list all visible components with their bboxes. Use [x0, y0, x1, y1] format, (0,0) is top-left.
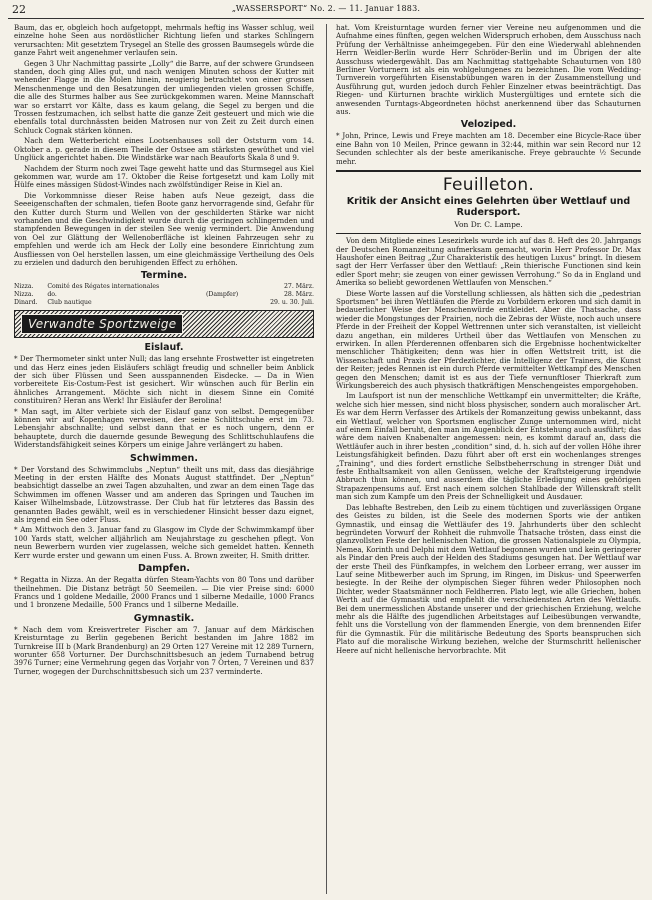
termine-detail [206, 299, 252, 307]
article-paragraph: * Am Mittwoch den 3. Januar fand zu Glasgow im Clyde der Schwimmkampf über 100 Yards statt, welcher alljährlich am Neujahrstage zu geschehen pflegt. Von neun Bewerbern wurden vier zugelassen, welche sich gemeldet hatten. Kenneth Kerr wurde erster und gewann um einen Fuss. A. Brown zweiter, H. Smith dritter. [14, 525, 314, 560]
running-title: „WASSERSPORT“ No. 2. — 11. Januar 1883. [231, 4, 421, 13]
article-paragraph: hat. Vom Kreisturntage wurden ferner vier Vereine neu aufgenommen und die Aufnahme eines fünften, gegen welchen Widerspruch erhoben, dem Ausschuss nach Prüfung der Verhältnisse anheimgegeben. Für den eine Wiederwahl ablehnenden Herrn Weidler-Berlin wurde Herr Schröder-Berlin und im Übrigen der alte Ausschuss wiedergewählt. Das am Nachmittag stattgehabte Schauturnen von 180 Berliner Vorturnern ist als ein wohlgelungenes zu bezeichnen. Die vom Wedding-Turnverein vorgeführten Eisenstabübungen waren in der Zusammenstellung und Ausführung gut, wurden jedoch durch Fehler Einzelner etwas beeinträchtigt. Das Riegen- und Kürturnen brachte wirklich Mustergültiges und erntete sich die anwesenden Turntags-Abgeordneten höchst anerkennend über das Schauturnen aus. [336, 24, 641, 117]
termine-row [14, 299, 314, 307]
feuilleton-paragraph: Im Laufsport ist nun der menschliche Wettkampf ein unvermittelter; die Kräfte, welche sich hier messen, sind nicht bloss physischer, sondern auch moralischer Art. Es war dem Herrn Verfasser des Artikels der Romanzeitung gewiss unbekannt, dass ein Wettlauf, welcher von Sportsmen englischer Zunge unternommen wird, nicht auf einem Einfall beruht, den man im Augenblick der Entstehung auch ausführt; das wäre dem naiven Knabenalter angemessen: nein, es kommt darauf an, dass die Wettläufer auch in ihrer besten „condition“ sind, d. h. sich auf der vollen Höhe ihrer Leistungsfähigkeit befinden. Dazu führt aber oft erst ein wochenlanges strenges „Training“, und dies fordert ernstliche Selbstbeherrschung in strenger Diät und feste Enthaltsamkeit von allen Genüssen, welche der Kraftsteigerung irgendwie Abbruch thun können, und ausserdem die tägliche Erledigung eines gehörigen Strapazenpensums auf. Erst nach einem solchen Stahlbade der Willenskraft stellt man sich zum Kampfe um den Preis der Schnelligkeit und Ausdauer. [336, 391, 641, 502]
article-paragraph: Nach dem Wetterbericht eines Lootsenhauses soll der Oststurm vom 14. Oktober a. p. gerade in diesem Theile der Ostsee am stärksten gewüthet und viel Unglück angerichtet haben. Die Windstärke war nach Beauforts Skala 8 und 9. [14, 136, 314, 163]
feuilleton-paragraph: Diese Worte lassen auf die Vorstellung schliessen, als hätten sich die „pedestrian Sportsmen“ bei ihren Wettläufen die Pferde zu Vorbildern erkoren und sich damit in bedauerlicher Weise der Menschenwürde entkleidet. Aber die Thatsache, dass wieder die Mongstunges der Prairien, noch die Zebras der Wüste, noch auch unsere Pferde in der Freiheit der Koppel Wettrennen unter sich veranstalten, ist vielleicht dazu angethan, ein milderes Urtheil über das Wettlaufen von Menschen zu erwirken. In allen Pferderennen offenbaren sich die Ergebnisse hochentwickelter menschlicher Thätigkeiten; denn was hier in offen Wettstreit tritt, ist die Wissenschaft und Praxis der Pferdezüchter, die Intelligenz der Trainers, die Kunst der Reiter; jedes Rennen ist ein durch Pferde vermittelter Wettkampf des Menschen gegen den Menschen; damit ist es aus der Tiefe vernunftloser Thierkraft zum Wirkungsbereich des auch physisch thatkräftigen Menschengeistes emporgehoben. [336, 288, 641, 390]
termine-table [14, 283, 314, 306]
termine-heading: Termine. [140, 270, 188, 282]
termine-place: Dinard. [14, 298, 38, 306]
article-paragraph: Gegen 3 Uhr Nachmittag passirte „Lolly“ die Barre, auf der schwere Grundseen standen, doch ging Alles gut, und nach wenigen Minuten schoss der Kutter mit wehender Flagge in die Molen hinein, neugierig betrachtet von einer grossen Menschenmenge und den Besatzungen der umliegenden vielen grossen Schiffe, die alle des Sturmes halber aus See zurückgekommen waren. Meine Mannschaft war so erstarrt vor Kälte, dass es kaum gelang, die Segel zu bergen und die Trossen festzumachen, ich selbst hatte die ganze Zeit gesteuert und mich wie die ebenfalls total durchnässten beiden Matrosen nur von Zeit zu Zeit durch einen Schluck Cognak stärken können. [14, 58, 314, 135]
termine-detail: (Dampfer) [205, 290, 239, 298]
article-paragraph: * John, Prince, Lewis und Freye machten am 18. December eine Bicycle-Race über eine Bahn von 10 Meilen, Prince gewann in 32:44, mithin war sein Record nur 12 Secunden schlechter als der beste amerikanische. Freye gebrauchte ½ Secunde mehr. [336, 131, 641, 166]
termine-event: Club nautique [47, 298, 92, 306]
left-column [14, 24, 314, 896]
termine-date: 27. März. [283, 283, 314, 291]
eislauf-heading: Eislauf. [144, 342, 184, 354]
feuilleton-author: Von Dr. C. Lampe. [454, 220, 523, 230]
section-banner [14, 310, 314, 338]
gymnastik-heading: Gymnastik. [133, 612, 195, 624]
termine-row [14, 283, 314, 291]
termine-event: do. [47, 290, 57, 298]
termine-detail [206, 283, 252, 291]
feuilleton-rule-thin [336, 233, 641, 234]
termine-row [14, 291, 314, 299]
article-paragraph: Baum, das er, obgleich hoch aufgetoppt, mehrmals heftig ins Wasser schlug, weil einzelne hohe Seen aus nordöstlicher Richtung liefen und starkes Schlingern verursachten: Mit gesetztem Trysegel an Stelle des grossen Baumsegels würde die ganze Fahrt weit angenehmer verlaufen sein. [14, 24, 314, 58]
banner-label: Verwandte Sportzweige [21, 314, 183, 334]
termine-event: Comité des Régates internationales [47, 283, 160, 291]
feuilleton-subtitle: Kritik der Ansicht eines Gelehrten über Wettlauf und Rudersport. [346, 196, 631, 219]
termine-place: Nizza. [14, 290, 34, 298]
termine-date: 28. März. [283, 290, 314, 298]
article-paragraph: * Regatta in Nizza. An der Regatta dürfen Steam-Yachts von 80 Tons und darüber theilnehmen. Die Distanz beträgt 50 Seemeilen. — Die vier Preise sind: 6000 Francs und 1 goldene Medaille, 2000 Francs und 1 silberne Medaille, 1000 Francs und 1 bronzene Medaille, 500 Francs und 1 silberne Medaille. [14, 575, 314, 610]
feuilleton-paragraph: Von dem Mitgliede eines Lesezirkels wurde ich auf das 8. Heft des 20. Jahrgangs der Deutschen Romanzeitung aufmerksam gemacht, worin Herr Professor Dr. Max Haushofer einen Beitrag „Zur Charakteristik des heutigen Luxus“ bringt. In diesem sagt der Herr Verfasser über den Wettlauf: „Rein thierische Functionen sind kein edler Sport mehr; sie zeugen von einer gewissen Verrohung.“ So da in England und Amerika so beliebt gewordenen Wettlaufen von Menschen.“ [336, 236, 641, 288]
page-header [8, 0, 644, 18]
right-column [336, 24, 641, 896]
termine-place: Nizza. [14, 283, 34, 291]
article-paragraph: * Der Thermometer sinkt unter Null; das lang ersehnte Frostwetter ist eingetreten und das Herz eines jeden Eisläufers schlägt freudig und schneller beim Anblick der sich über Flüssen und Seen ausspannenden Eisdecke. — Da in Wien vorbereitete Eis-Costum-Fest ist gesichert. Wir wünschen auch für Berlin ein ähnliches Arrangement. Möchte sich nicht in diesem Sinne ein Comité constituiren? Heran ans Werk! Ihr Eisläufer der Berolina! [14, 354, 314, 406]
article-paragraph: * Man sagt, im Alter verbiete sich der Eislauf ganz von selbst. Demgegenüber können wir auf Kopenhagen verweisen, der seine Schlittschuhe erst im 73. Lebensjahr abschnallte; und selbst dann that er es noch ungern, denn er behauptete, durch die dauernde gesunde Bewegung des Schlittschuhlaufens die Widerstandsfähigkeit seines Körpers um einige Jahre verlängert zu haben. [14, 406, 314, 450]
dampfen-heading: Dampfen. [138, 563, 190, 575]
feuilleton-title: Feuilleton. [442, 175, 535, 196]
termine-date: 29. u. 30. Juli. [270, 298, 314, 306]
column-divider [326, 24, 327, 894]
article-paragraph: Die Vorkommnisse dieser Reise haben aufs Neue gezeigt, dass die Seeeigenschaften der schmalen, tiefen Boote ganz hervorragende sind, Gefahr für den Kutter durch Sturm und Wellen von der geschilderten Stärke war nicht vorhanden und die Geschwindigkeit wurde durch die geringen schlingernden und stampfenden Bewegungen in der steilen See wenig vermindert. Die Anwendung von Oel zur Glättung der Wellenoberfläche ist kleinen Fahrzeugen sehr zu empfehlen und werde ich am Heck der Lolly eine besondere Einrichtung zum Ausfliessen von Oel herstellen lassen, um eine gleichmässige Vertheilung des Oels zu erzielen und dadurch den beruhigenden Effect zu erhöhen. [14, 190, 314, 267]
article-paragraph: * Nach dem vom Kreisvertreter Fischer am 7. Januar auf dem Märkischen Kreisturntage zu Berlin gegebenen Bericht bestanden im Jahre 1882 im Turnkreise III b (Mark Brandenburg) an 29 Orten 127 Vereine mit 12 289 Turnern, worunter 658 Vorturner. Der Durchschnittsbesuch an jedem Turnabend betrug 3976 Turner; eine Vermehrung gegen das Vorjahr von 7 Orten, 7 Vereinen und 837 Turner, wogegen der Durchschnittsbesuch sich um 237 verminderte. [14, 624, 314, 676]
article-paragraph: * Der Vorstand des Schwimmclubs „Neptun“ theilt uns mit, dass das diesjährige Meeting in der ersten Hälfte des Monats August stattfindet. Der „Neptun“ beabsichtigt dasselbe an zwei Tagen abzuhalten, und zwar an dem einen Tage das Schwimmen im offenen Wasser und am anderen das Springen und Tauchen im Kaiser Wilhelmsbade, Lützowstrasse. Der Club hat für letzteres das Bassin des genannten Bades gewählt, weil es in verschiedener Hinsicht besser dazu eignet, als irgend ein See oder Fluss. [14, 464, 314, 525]
article-paragraph: Nachdem der Sturm noch zwei Tage geweht hatte und das Sturmsegel aus Kiel gekommen war, wurde am 17. Oktober die Reise fortgesetzt und kam Lolly mit Hülfe eines mässigen Südost-Windes nach zwölfstündiger Reise in Kiel an. [14, 163, 314, 190]
feuilleton-rule [336, 170, 641, 172]
feuilleton-paragraph: Das lebhafte Bestreben, den Leib zu einem tüchtigen und zuverlässigen Organe des Geistes zu bilden, ist die Seele des modernen Sports wie der antiken Gymnastik, und einsag die Wettläufer des 19. Jahrhunderts über den schlecht begründeten Vorwurf der Rohheit die ruhmvolle Thatsache trösten, dass einst die glanzvollsten Feste der hellenischen Nation, die grossen Nationalspiele zu Olympia, Nemea, Korinth und Delphi mit dem Wettlauf begonnen wurden und kein geringerer als Pindar den Preis auch der Helden des Stadiums gesungen hat. Der Wettlauf war der erste Theil des Fünfkampfes, in welchem den Lorbeer errang, wer ausser im Lauf seine Mitbewerber auch im Sprung, im Ringen, im Diskus- und Speerwerfen besiegte. In der Reihe der olympischen Sieger führen weder Philosophen noch Dichter, weder Staatsmänner noch Feldherren. Plato legt, wie alle Griechen, hohen Werth auf die Gymnastik und empfiehlt die verschiedensten Arten des Wettlaufs. Bei dem unermesslichen Abstande unserer und der griechischen Erziehung, welche mehr als die Hälfte des jugendlichen Arbeitstages auf Leibesübungen verwandte, fehlt uns die Vorstellung von der flammenden Energie, von dem brennenden Eifer für die Gymnastik. Für die militärische Bedeutung des Sports beanspruchen sich Plato auf die moralische Wirkung beziehen, welche der Sturmschritt hellenischer Heere auf nicht hellenische hervorbrachte. Mit [336, 502, 641, 655]
header-rule [8, 18, 644, 19]
veloziped-heading: Veloziped. [460, 119, 517, 131]
page-number: 22 [12, 3, 26, 16]
schwimmen-heading: Schwimmen. [130, 452, 198, 464]
